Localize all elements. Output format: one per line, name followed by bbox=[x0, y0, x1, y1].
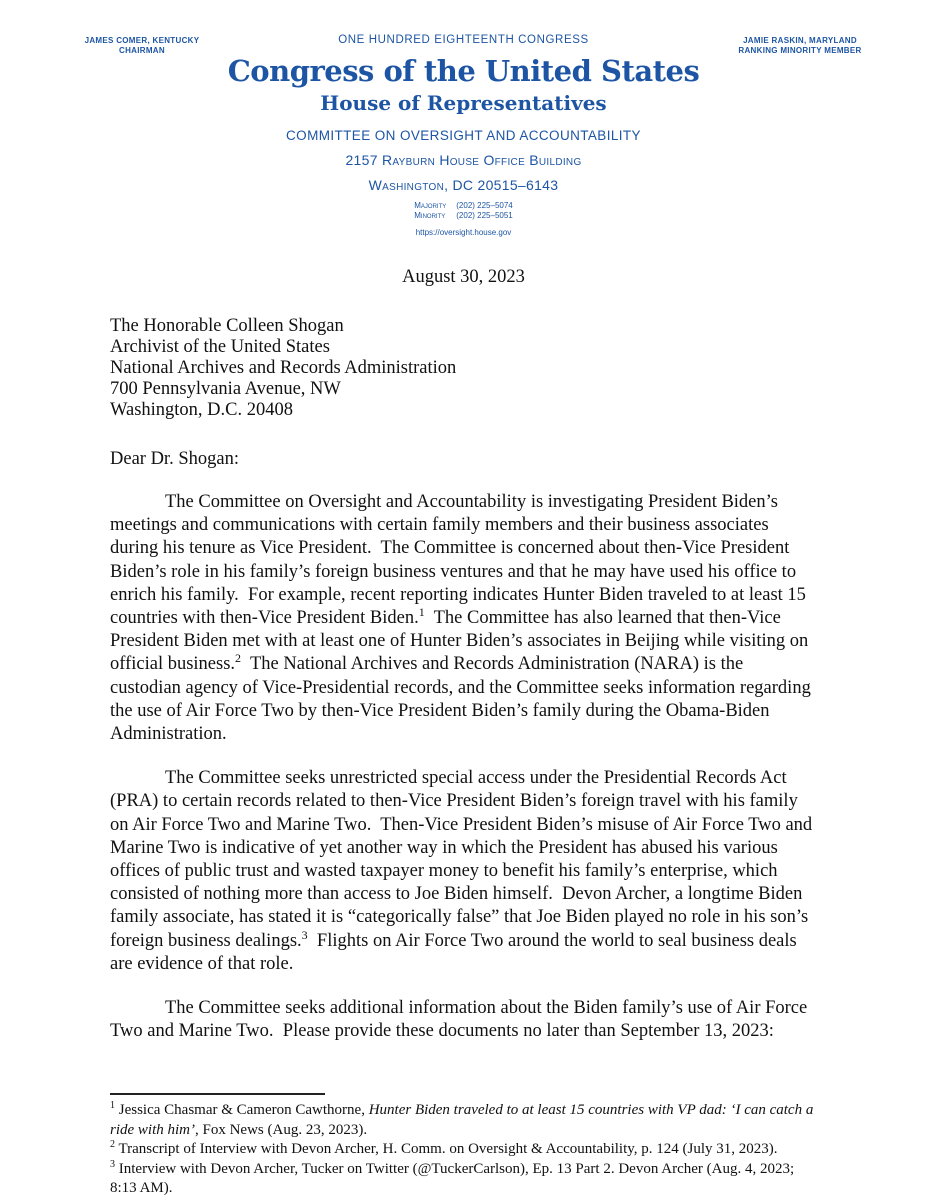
footnote-marker: 1 bbox=[110, 1100, 115, 1112]
paragraph-text: The Committee has also learned that then-Vice President Biden met with at least one of Hunter Biden’s associates in Beijing while visiting on official business. bbox=[110, 608, 813, 675]
footnote-ref-1: 1 bbox=[418, 604, 425, 619]
chairman-title: CHAIRMAN bbox=[119, 46, 165, 55]
chairman-name: JAMES COMER, KENTUCKY bbox=[84, 36, 200, 45]
body-paragraph-3: The Committee seeks additional information about the Biden family’s use of Air Force Two and Marine Two. Please provide these documents no later than September 13, 2023: bbox=[110, 998, 812, 1042]
paragraph-text: The Committee seeks unrestricted special access under the Presidential Records Act (PRA) to certain records related to then-Vice President Biden’s foreign travel with his family on Air Force Two and Marine Two. Then-Vice President Biden’s misuse of Air Force Two and Marine Two is indicative of yet another way in which the President has abused his various offices of public trust and wasted taxpayer money to benefit his family’s enterprise, which consisted of nothing more than access to Joe Biden himself. Devon Archer, a longtime Biden family associate, has stated it is “categorically false” that Joe Biden played no role in his son’s foreign business dealings. bbox=[110, 768, 817, 951]
phone-majority bbox=[414, 201, 513, 211]
date-line: August 30, 2023 bbox=[402, 267, 525, 287]
footnote-text: Transcript of Interview with Devon Archer, H. Comm. on Oversight & Accountability, p. 124 (July 31, 2023). bbox=[115, 1141, 778, 1158]
letterhead bbox=[0, 0, 927, 237]
phone-minority-number: (202) 225–5051 bbox=[456, 211, 513, 220]
paragraph-text: The National Archives and Records Administration (NARA) is the custodian agency of Vice-Presidential records, and the Committee seeks information regarding the use of Air Force Two by then-Vice President Biden’s family during the Obama-Biden Administration. bbox=[110, 654, 816, 745]
footnote-marker: 3 bbox=[110, 1158, 115, 1170]
phone-minority-label: Minority bbox=[414, 211, 446, 220]
recipient-address bbox=[110, 316, 818, 421]
committee-website-link[interactable]: https://oversight.house.gov bbox=[415, 228, 512, 237]
phone-majority-label: Majority bbox=[414, 201, 447, 210]
ranking-member-title: RANKING MINORITY MEMBER bbox=[738, 46, 862, 55]
footnote-text: , Fox News (Aug. 23, 2023). bbox=[195, 1121, 368, 1138]
footnote-text: Interview with Devon Archer, Tucker on Twitter (@TuckerCarlson), Ep. 13 Part 2. Devon Archer (Aug. 4, 2023; 8:13 AM). bbox=[110, 1160, 795, 1197]
committee-address-line1: 2157 Rayburn House Office Building bbox=[345, 152, 582, 168]
footnote-1 bbox=[110, 1101, 818, 1140]
footnotes bbox=[110, 1101, 818, 1199]
recipient-line: 700 Pennsylvania Avenue, NW bbox=[110, 379, 341, 399]
letterhead-center bbox=[0, 34, 927, 237]
recipient-line: National Archives and Records Administration bbox=[110, 358, 457, 378]
congress-title: Congress of the United States bbox=[227, 54, 700, 88]
paragraph-text: Flights on Air Force Two around the world to seal business deals are evidence of that role. bbox=[110, 930, 802, 974]
ranking-member-block bbox=[710, 36, 890, 56]
body-paragraph-1 bbox=[110, 491, 818, 746]
footnote-text-italic: Hunter Biden traveled to at least 15 countries with VP dad: ‘I can catch a ride with him’ bbox=[110, 1102, 814, 1138]
phone-majority-number: (202) 225–5074 bbox=[456, 201, 513, 210]
house-title: House of Representatives bbox=[320, 91, 607, 115]
footnote-marker: 2 bbox=[110, 1139, 115, 1151]
recipient-line: Washington, D.C. 20408 bbox=[110, 400, 293, 420]
footnote-ref-3: 3 bbox=[301, 927, 308, 942]
footnote-text: Jessica Chasmar & Cameron Cawthorne, bbox=[115, 1102, 369, 1119]
phone-block bbox=[414, 201, 513, 221]
footnote-2 bbox=[110, 1140, 818, 1160]
footnote-ref-2: 2 bbox=[235, 651, 242, 666]
salutation: Dear Dr. Shogan: bbox=[110, 449, 239, 469]
recipient-line: The Honorable Colleen Shogan bbox=[110, 316, 344, 336]
ranking-member-name: JAMIE RASKIN, MARYLAND bbox=[743, 36, 857, 45]
committee-name: COMMITTEE ON OVERSIGHT AND ACCOUNTABILITY bbox=[286, 128, 641, 143]
body-paragraph-2 bbox=[110, 767, 818, 976]
recipient-line: Archivist of the United States bbox=[110, 337, 330, 357]
committee-address-line2: Washington, DC 20515–6143 bbox=[368, 177, 559, 193]
paragraph-text: The Committee on Oversight and Accountability is investigating President Biden’s meetings and communications with certain family members and their business associates during his tenure as Vice President. The Committee is concerned about then-Vice President Biden’s role in his family’s foreign business ventures and that he may have used his office to enrich his family. For example, recent reporting indicates Hunter Biden traveled to at least 15 countries with then-Vice President Biden. bbox=[110, 492, 811, 629]
congress-session: ONE HUNDRED EIGHTEENTH CONGRESS bbox=[338, 34, 589, 46]
phone-minority bbox=[414, 211, 513, 221]
footnote-separator bbox=[110, 1093, 325, 1095]
footnote-3 bbox=[110, 1160, 818, 1199]
chairman-block bbox=[62, 36, 222, 56]
